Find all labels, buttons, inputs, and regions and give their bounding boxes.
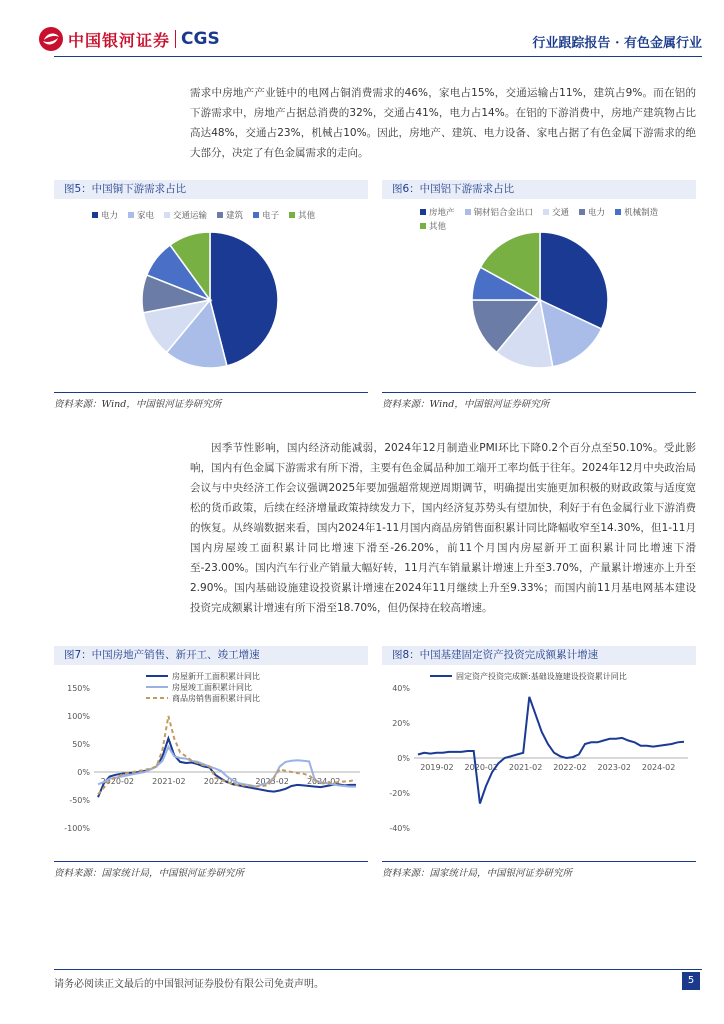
legend-swatch [420,209,426,215]
x-tick-label: 2021-02 [152,777,186,786]
legend-swatch [615,209,621,215]
legend-item [465,205,534,219]
legend-label: 固定资产投资完成额:基础设施建设投资累计同比 [456,672,627,681]
legend-item [253,208,279,222]
legend-label: 其他 [429,222,447,232]
legend-label: 其他 [298,211,316,221]
x-tick-label: 2023-02 [597,763,631,772]
legend-item [217,208,243,222]
figure-7-bottom-line [54,861,368,862]
galaxy-logo-icon [38,26,64,52]
y-tick-label: -50% [69,796,90,805]
legend-item [420,205,455,219]
legend-swatch [543,209,549,215]
y-tick-label: 40% [392,684,410,693]
y-tick-label: 100% [67,712,90,721]
legend-label: 建筑 [226,211,244,221]
figure-6-source: 资料来源：Wind，中国银河证券研究所 [382,399,550,410]
figure-8-line-chart [382,670,696,846]
figure-7-source: 资料来源：国家统计局，中国银河证券研究所 [54,868,245,879]
logo-text-en: CGS [181,29,220,49]
figure-8-title: 图8：中国基建固定资产投资完成额累计增速 [382,646,696,665]
figure-6-bottom-line [382,392,696,393]
legend-label: 房地产 [429,208,455,218]
logo-text-cn: 中国银河证券 [68,30,171,50]
report-type-title: 行业跟踪报告 · 有色金属行业 [532,36,702,51]
legend-label: 电力 [101,211,119,221]
legend-swatch [253,212,259,218]
x-tick-label: 2020-02 [464,763,498,772]
legend-swatch [289,212,295,218]
x-tick-label: 2020-02 [100,777,135,786]
legend-swatch [164,212,170,218]
x-tick-label: 2019-02 [420,763,454,772]
page-number: 5 [682,972,700,990]
series-line [418,697,684,804]
figure-6-title: 图6：中国铝下游需求占比 [382,180,696,199]
legend-item [164,208,207,222]
legend-label: 电子 [262,211,280,221]
x-tick-label: 2022-02 [553,763,587,772]
figure-7-line-chart [54,670,368,846]
figure-5-source: 资料来源：Wind，中国银河证券研究所 [54,399,222,410]
figure-5-legend [92,208,362,222]
legend-swatch [128,212,134,218]
header-divider [54,56,702,57]
legend-label: 房屋新开工面积累计同比 [172,672,260,681]
y-tick-label: -40% [389,824,410,833]
legend-label: 交通运输 [173,211,208,221]
x-tick-label: 2023-02 [255,777,289,786]
body-paragraph-2: 因季节性影响，国内经济动能减弱，2024年12月制造业PMI环比下降0.2个百分点至50.10%。受此影响，国内有色金属下游需求有所下滑，主要有色金属品种加工端开工率均低于往年。2024年12月中央政治局会议与中央经济工作会议强调2025年要加强超常规逆周期调节，明确提出实施更加积极的财政政策与适度宽松的货币政策，后续在经济增量政策持续发力下，国内经济复苏势头有望加快，利好于有色金属行业下游消费的恢复。从终端数据来看，国内2024年1-11月国内商品房销售面积累计同比降幅收窄至14.30%，但1-11月国内房屋竣工面积累计同比增速下滑至-26.20%，前11个月国内房屋新开工面积累计同比增速下滑至-23.00%。国内汽车行业产销量大幅好转，11月汽车销量累计增速上升至3.70%，产量累计增速亦上升至2.90%。国内基础设施建设投资累计增速在2024年11月继续上升至9.33%；而国内前11月基电网基本建设投资完成额累计增速有所下滑至18.70%，但仍保持在较高增速。 [190,442,696,614]
y-tick-label: 0% [77,768,90,777]
figure-5-pie-chart [130,228,290,372]
figure-7-title: 图7：中国房地产销售、新开工、竣工增速 [54,646,368,665]
legend-swatch [579,209,585,215]
y-tick-label: -100% [64,824,90,833]
footer-divider [54,969,702,970]
x-tick-label: 2021-02 [508,763,543,772]
legend-item [615,205,658,219]
legend-label: 交通 [552,208,570,218]
figure-5-bottom-line [54,392,368,393]
legend-item [420,219,446,233]
legend-label: 家电 [137,211,155,221]
y-tick-label: 50% [72,740,90,749]
footer-disclaimer: 请务必阅读正文最后的中国银河证券股份有限公司免责声明。 [54,979,324,990]
legend-label: 房屋竣工面积累计同比 [172,683,252,692]
legend-item [128,208,154,222]
legend-swatch [217,212,223,218]
legend-label: 机械制造 [624,208,659,218]
legend-swatch [92,212,98,218]
legend-item [92,208,118,222]
x-tick-label: 2022-02 [203,777,238,786]
company-logo [38,26,220,52]
y-tick-label: 150% [67,684,90,693]
legend-item [579,205,605,219]
x-tick-label: 2024-02 [641,763,676,772]
figure-6-pie-chart [460,228,620,372]
figure-8-source: 资料来源：国家统计局，中国银河证券研究所 [382,868,573,879]
figure-5-title: 图5：中国铜下游需求占比 [54,180,368,199]
figure-8-bottom-line [382,861,696,862]
series-line [98,738,356,797]
legend-label: 商品房销售面积累计同比 [172,694,260,703]
y-tick-label: -20% [389,789,410,798]
legend-label: 铜材铝合金出口 [473,208,534,218]
legend-swatch [465,209,471,215]
legend-swatch [420,223,426,229]
logo-separator [175,30,176,48]
x-tick-label: 2024-02 [306,777,341,786]
legend-item [289,208,315,222]
y-tick-label: 0% [397,754,410,763]
body-paragraph-1: 需求中房地产产业链中的电网占铜消费需求的46%，家电占15%，交通运输占11%，建筑占9%。而在铝的下游需求中，房地产占据总消费的32%，交通占41%，电力占14%。在铝的下游消费中，房地产建筑物占比高达48%，交通占23%，机械占10%。因此，房地产、建筑、电力设备、家电占据了有色金属下游需求的绝大部分，决定了有色金属需求的走向。 [190,87,696,159]
legend-label: 电力 [588,208,606,218]
y-tick-label: 20% [392,719,410,728]
legend-item [543,205,569,219]
